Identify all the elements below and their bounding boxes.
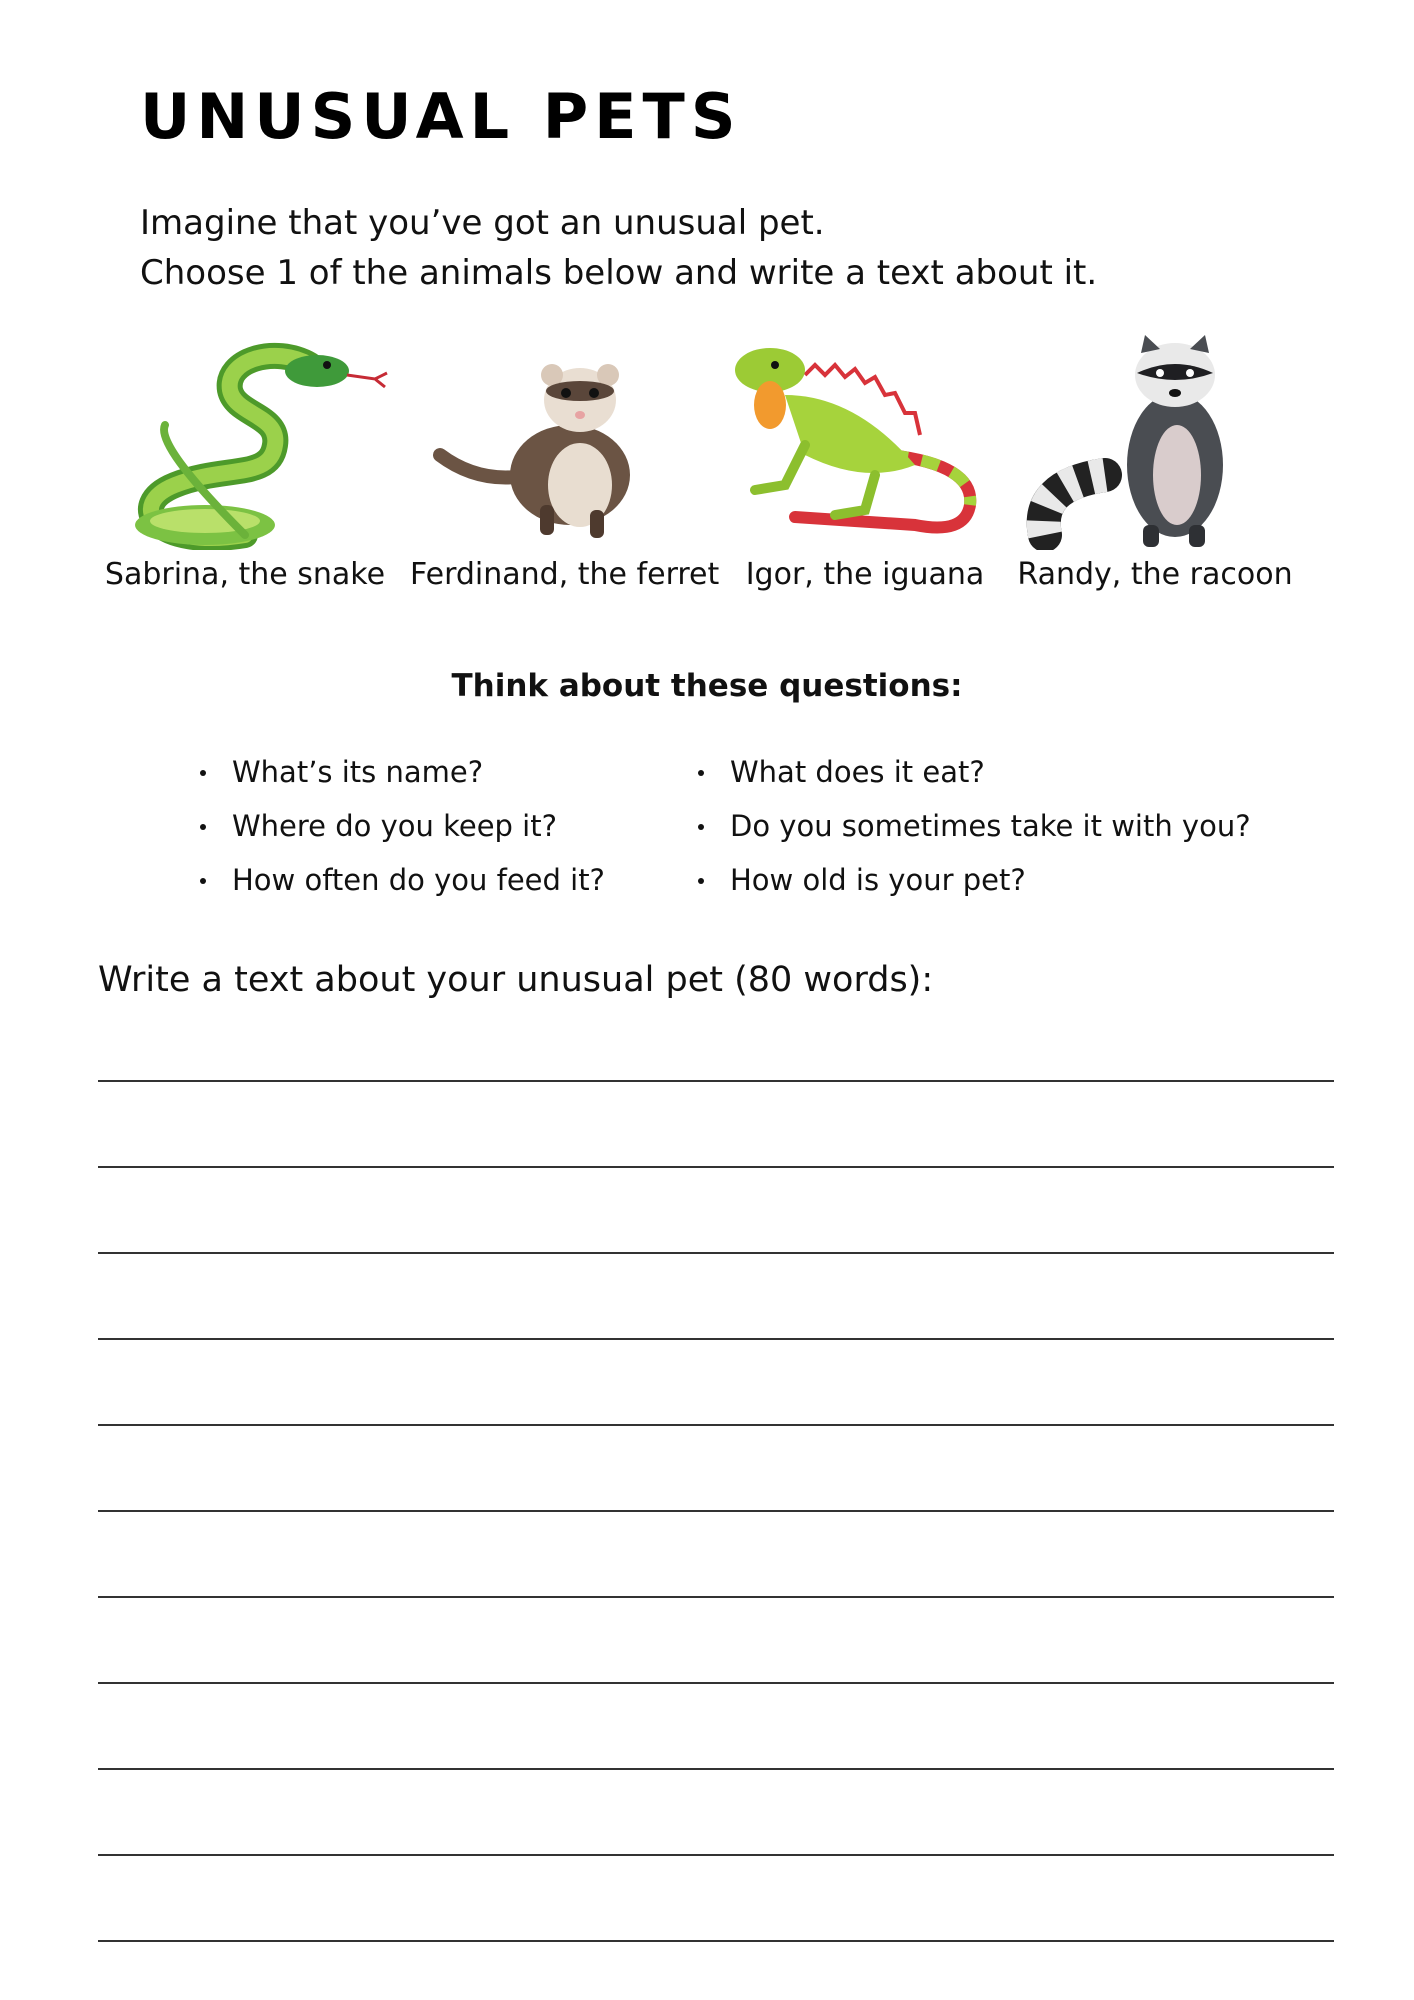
- intro-line-2: Choose 1 of the animals below and write a text about it.: [140, 253, 1098, 293]
- writing-line: [98, 1940, 1334, 1942]
- racoon-icon: [1005, 335, 1305, 550]
- animal-label-snake: Sabrina, the snake: [104, 557, 386, 592]
- question-item: How old is your pet?: [698, 860, 1251, 914]
- animal-label-ferret: Ferdinand, the ferret: [410, 557, 720, 592]
- intro-text: [140, 198, 1097, 298]
- writing-line: [98, 1338, 1334, 1340]
- animal-snake: [95, 335, 395, 605]
- question-item: What’s its name?: [200, 752, 605, 806]
- animal-choices: [0, 335, 1414, 605]
- question-item: Do you sometimes take it with you?: [698, 806, 1251, 860]
- animal-label-racoon: Randy, the racoon: [1017, 557, 1293, 592]
- questions-heading: Think about these questions:: [451, 668, 963, 704]
- question-item: How often do you feed it?: [200, 860, 605, 914]
- page-title: UNUSUAL PETS: [140, 80, 742, 153]
- writing-prompt: Write a text about your unusual pet (80 words):: [98, 960, 934, 1000]
- question-item: What does it eat?: [698, 752, 1251, 806]
- question-item: Where do you keep it?: [200, 806, 605, 860]
- animal-label-iguana: Igor, the iguana: [745, 557, 985, 592]
- snake-icon: [95, 335, 395, 550]
- iguana-icon: [715, 335, 1015, 550]
- animal-iguana: [715, 335, 1015, 605]
- intro-line-1: Imagine that you’ve got an unusual pet.: [140, 203, 825, 243]
- writing-line: [98, 1682, 1334, 1684]
- writing-line: [98, 1166, 1334, 1168]
- animal-racoon: [1005, 335, 1305, 605]
- writing-line: [98, 1854, 1334, 1856]
- questions-list-left: [200, 752, 605, 914]
- writing-line: [98, 1768, 1334, 1770]
- writing-line: [98, 1252, 1334, 1254]
- animal-ferret: [410, 335, 720, 605]
- writing-line: [98, 1510, 1334, 1512]
- writing-line: [98, 1424, 1334, 1426]
- writing-line: [98, 1596, 1334, 1598]
- writing-line: [98, 1080, 1334, 1082]
- ferret-icon: [410, 335, 710, 550]
- questions-list-right: [698, 752, 1251, 914]
